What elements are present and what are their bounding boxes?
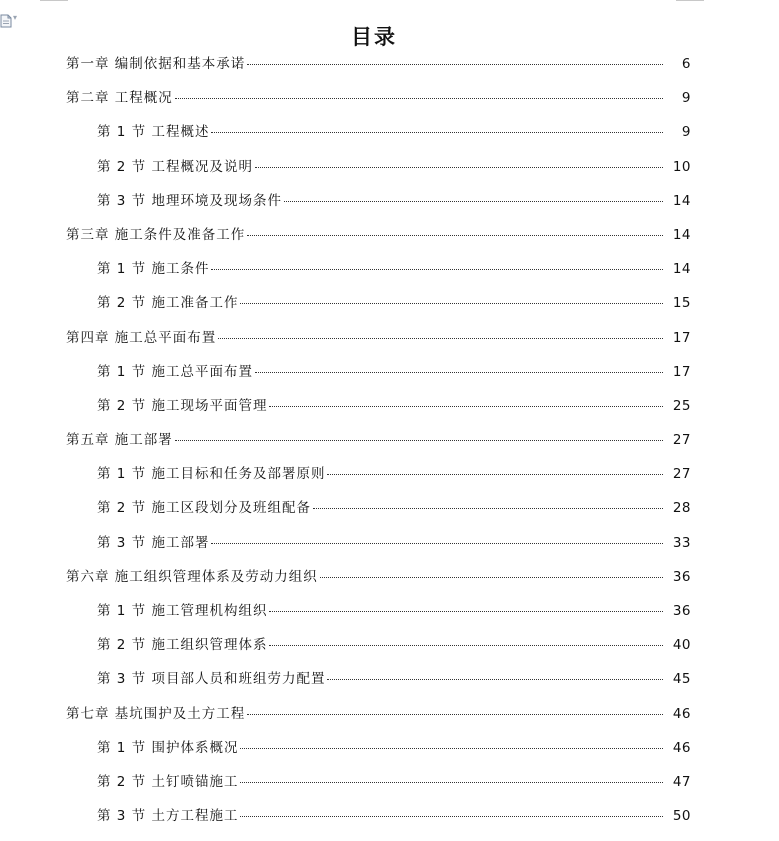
toc-page-number: 17 (672, 329, 691, 346)
toc-entry-label: 第 1 节 围护体系概况 (97, 739, 239, 756)
toc-dot-leader (320, 576, 663, 578)
toc-chapter-entry[interactable] (0, 47, 779, 81)
toc-page-number: 33 (672, 534, 691, 551)
toc-section-entry[interactable] (0, 799, 779, 833)
toc-page-number: 47 (672, 773, 691, 790)
toc-page-number: 15 (672, 295, 691, 312)
toc-entry-label: 第 1 节 施工总平面布置 (97, 363, 253, 380)
toc-dot-leader (269, 405, 663, 407)
toc-section-entry[interactable] (0, 526, 779, 560)
toc-dot-leader (247, 713, 663, 715)
toc-entry-label: 第一章 编制依据和基本承诺 (66, 56, 246, 72)
toc-entry-label: 第五章 施工部署 (66, 432, 173, 449)
toc-section-entry[interactable] (0, 662, 779, 696)
toc-page-number: 46 (672, 739, 691, 756)
toc-entry-label: 第 2 节 施工区段划分及班组配备 (97, 500, 311, 517)
toc-chapter-entry[interactable] (0, 81, 779, 115)
toc-dot-leader (240, 781, 663, 783)
toc-page-number: 45 (672, 671, 691, 688)
toc-section-entry[interactable] (0, 184, 779, 218)
toc-page-number: 14 (672, 261, 691, 278)
toc-dot-leader (211, 542, 663, 544)
toc-section-entry[interactable] (0, 115, 779, 149)
toc-title: 目录 (351, 24, 397, 50)
toc-entry-label: 第 1 节 施工条件 (97, 261, 210, 278)
toc-dot-leader (327, 473, 663, 475)
chevron-down-icon[interactable]: ▾ (13, 13, 18, 22)
crop-mark-left (40, 0, 68, 1)
toc-dot-leader (175, 439, 663, 441)
toc-page-number: 36 (672, 568, 691, 585)
toc-dot-leader (211, 268, 663, 270)
toc-entry-label: 第 2 节 施工组织管理体系 (97, 637, 268, 654)
toc-dot-leader (240, 815, 663, 817)
toc-section-entry[interactable] (0, 731, 779, 765)
toc-page-number: 14 (672, 192, 691, 209)
toc-page-number: 27 (672, 432, 691, 449)
toc-page-number: 36 (672, 603, 691, 619)
toc-entry-label: 第 3 节 土方工程施工 (97, 808, 239, 825)
toc-entry-label: 第七章 基坑围护及土方工程 (66, 705, 246, 722)
toc-page-number: 14 (672, 226, 691, 243)
toc-entry-label: 第 3 节 项目部人员和班组劳力配置 (97, 671, 326, 688)
toc-dot-leader (284, 200, 663, 202)
toc-entry-label: 第 2 节 工程概况及说明 (97, 158, 253, 175)
toc-dot-leader (175, 97, 663, 99)
toc-chapter-entry[interactable] (0, 321, 779, 355)
toc-chapter-entry[interactable] (0, 560, 779, 594)
toc-dot-leader (269, 610, 663, 612)
toc-page-number: 40 (672, 637, 691, 654)
toc-dot-leader (255, 166, 663, 168)
toc-page-number: 9 (681, 124, 691, 141)
toc-page-number: 27 (672, 466, 691, 483)
toc-entry-label: 第 1 节 工程概述 (97, 124, 210, 141)
toc-entry-label: 第六章 施工组织管理体系及劳动力组织 (66, 568, 318, 585)
toc-chapter-entry[interactable] (0, 697, 779, 731)
toc-entry-label: 第二章 工程概况 (66, 90, 173, 107)
table-of-contents (0, 47, 779, 833)
toc-entry-label: 第 3 节 地理环境及现场条件 (97, 192, 282, 209)
crop-mark-right (676, 0, 704, 1)
toc-dot-leader (211, 131, 663, 133)
toc-dot-leader (247, 63, 663, 65)
toc-dot-leader (269, 644, 663, 646)
toc-entry-label: 第 2 节 施工准备工作 (97, 295, 239, 312)
toc-dot-leader (218, 337, 663, 339)
toc-entry-label: 第 3 节 施工部署 (97, 534, 210, 551)
toc-section-entry[interactable] (0, 457, 779, 491)
toc-entry-label: 第 2 节 土钉喷锚施工 (97, 773, 239, 790)
toc-entry-label: 第四章 施工总平面布置 (66, 329, 217, 346)
toc-dot-leader (255, 371, 663, 373)
toc-page-number: 28 (672, 500, 691, 517)
toc-section-entry[interactable] (0, 594, 779, 628)
toc-section-entry[interactable] (0, 491, 779, 525)
toc-entry-label: 第 1 节 施工管理机构组织 (97, 603, 268, 619)
toc-entry-label: 第 2 节 施工现场平面管理 (97, 397, 268, 414)
toc-section-entry[interactable] (0, 389, 779, 423)
toc-section-entry[interactable] (0, 150, 779, 184)
toc-entry-label: 第三章 施工条件及准备工作 (66, 226, 246, 243)
toc-dot-leader (240, 747, 663, 749)
toc-page-number: 17 (672, 363, 691, 380)
toc-dot-leader (327, 678, 663, 680)
toc-page-number: 46 (672, 705, 691, 722)
toc-page-number: 6 (681, 56, 691, 72)
toc-chapter-entry[interactable] (0, 218, 779, 252)
toc-dot-leader (247, 234, 663, 236)
toc-page-number: 10 (672, 158, 691, 175)
toc-dot-leader (240, 302, 663, 304)
toc-page-number: 25 (672, 397, 691, 414)
toc-page-number: 9 (681, 90, 691, 107)
toc-section-entry[interactable] (0, 286, 779, 320)
toc-entry-label: 第 1 节 施工目标和任务及部署原则 (97, 466, 326, 483)
toc-section-entry[interactable] (0, 628, 779, 662)
toc-page-number: 50 (672, 808, 691, 825)
toc-section-entry[interactable] (0, 252, 779, 286)
toc-section-entry[interactable] (0, 355, 779, 389)
toc-dot-leader (313, 507, 663, 509)
toc-section-entry[interactable] (0, 765, 779, 799)
toc-chapter-entry[interactable] (0, 423, 779, 457)
